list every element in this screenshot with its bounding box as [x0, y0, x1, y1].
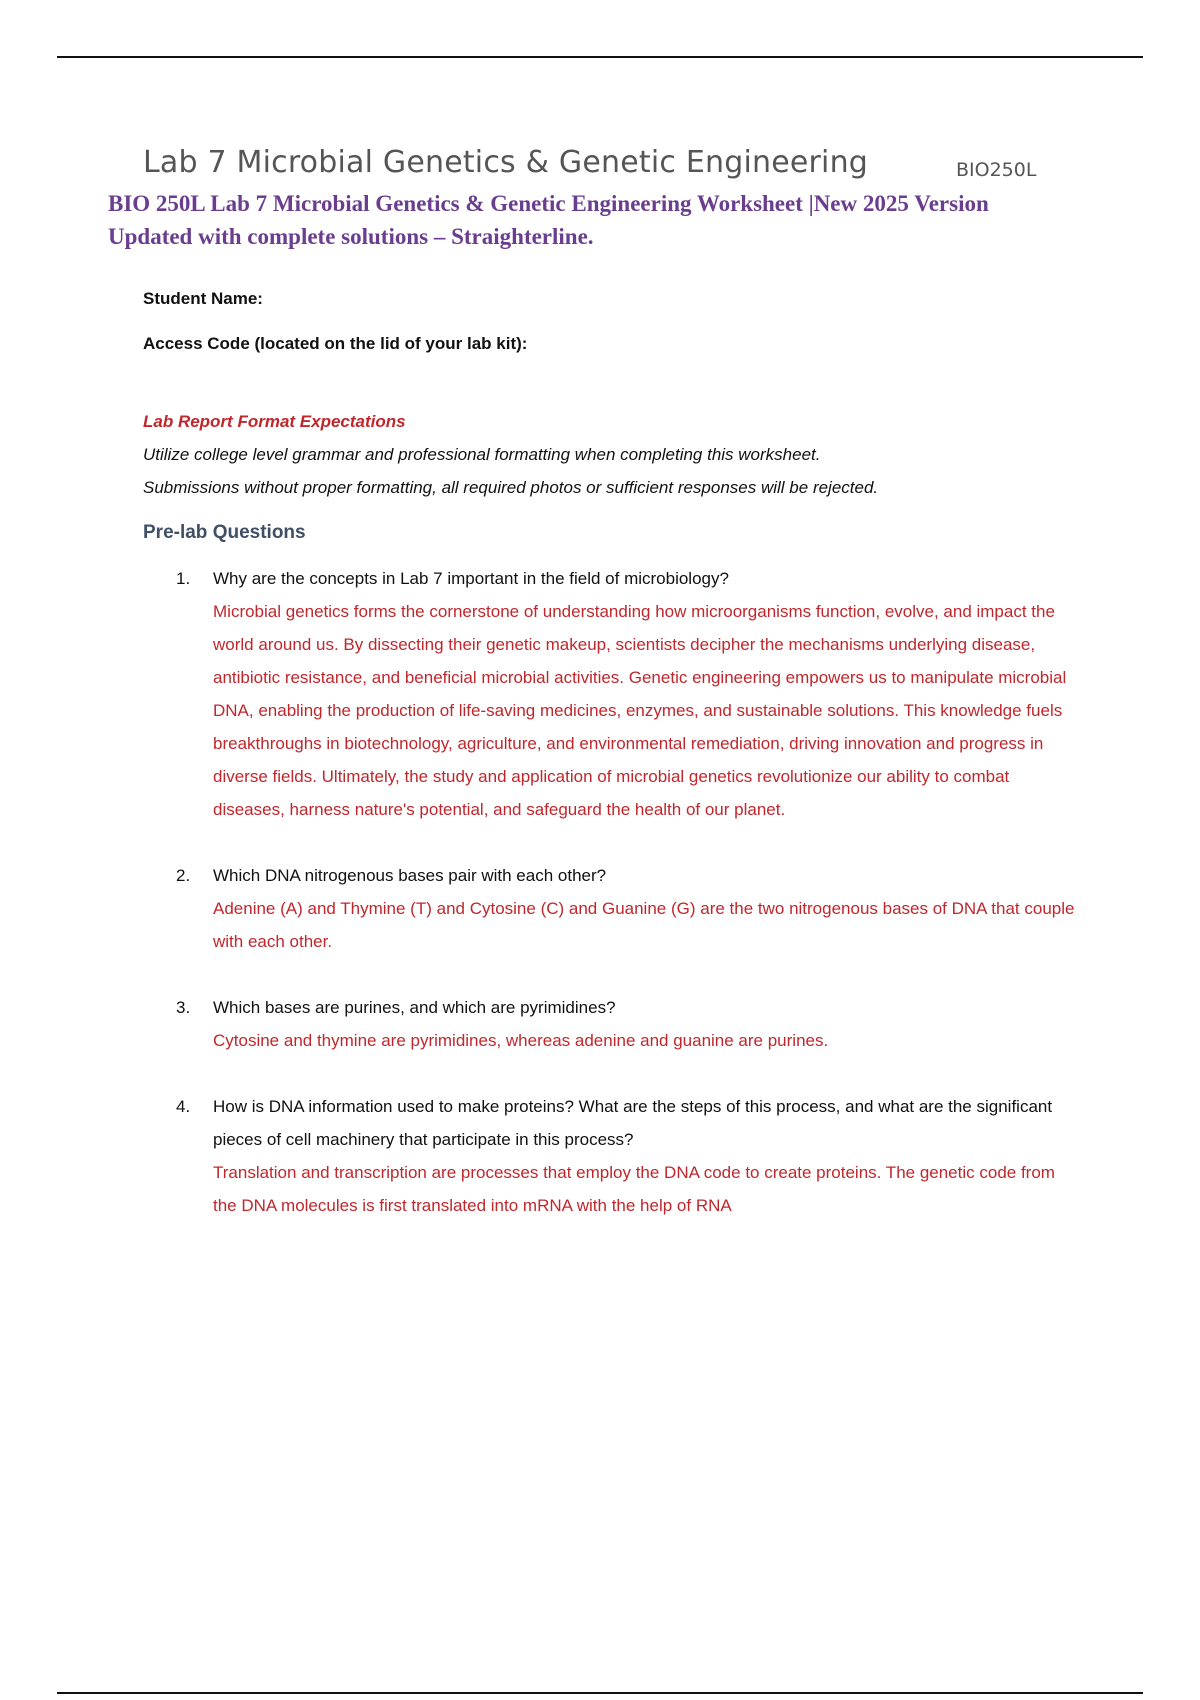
header-title: Lab 7 Microbial Genetics & Genetic Engineering — [143, 145, 869, 180]
answer-text: Adenine (A) and Thymine (T) and Cytosine (C) and Guanine (G) are the two nitrogenous bases of DNA that couple with each other. — [213, 899, 1075, 951]
course-code: BIO250L — [956, 159, 1037, 181]
format-expectations-heading: Lab Report Format Expectations — [143, 412, 406, 431]
question-text: How is DNA information used to make proteins? What are the steps of this process, and what are the significant pieces of cell machinery that participate in this process? — [213, 1097, 1053, 1149]
question-item — [176, 1090, 1076, 1222]
question-text: Why are the concepts in Lab 7 important in the field of microbiology? — [213, 569, 729, 588]
top-rule — [57, 56, 1143, 58]
prelab-heading: Pre-lab Questions — [143, 522, 306, 543]
question-text: Which DNA nitrogenous bases pair with each other? — [213, 866, 607, 885]
format-expectation-line: Submissions without proper formatting, all required photos or sufficient responses will be rejected. — [143, 478, 879, 497]
question-list — [176, 562, 1076, 1255]
question-number: 3. — [176, 998, 191, 1017]
question-text: Which bases are purines, and which are pyrimidines? — [213, 998, 616, 1017]
answer-text: Cytosine and thymine are pyrimidines, whereas adenine and guanine are purines. — [213, 1031, 829, 1050]
question-item — [176, 859, 1076, 958]
question-item — [176, 991, 1076, 1057]
answer-text: Microbial genetics forms the cornerstone of understanding how microorganisms function, evolve, and impact the world around us. By dissecting their genetic makeup, scientists decipher the mechanisms underlying disease, antibiotic resistance, and beneficial microbial activities. Genetic engineering empowers us to manipulate microbial DNA, enabling the production of life-saving medicines, enzymes, and sustainable solutions. This knowledge fuels breakthroughs in biotechnology, agriculture, and environmental remediation, driving innovation and progress in diverse fields. Ultimately, the study and application of microbial genetics revolutionize our ability to combat diseases, harness nature's potential, and safeguard the health of our planet. — [213, 602, 1067, 819]
answer-text: Translation and transcription are processes that employ the DNA code to create proteins. The genetic code from the DNA molecules is first translated into mRNA with the help of RNA — [213, 1163, 1055, 1215]
bottom-rule — [57, 1692, 1143, 1694]
question-number: 2. — [176, 866, 191, 885]
student-name-label: Student Name: — [143, 289, 263, 308]
question-number: 1. — [176, 569, 191, 588]
document-title: BIO 250L Lab 7 Microbial Genetics & Genetic Engineering Worksheet |New 2025 Version Updated with complete solutions – Straighterline. — [108, 191, 989, 249]
question-item — [176, 562, 1076, 826]
format-expectation-line: Utilize college level grammar and professional formatting when completing this worksheet. — [143, 445, 821, 464]
question-number: 4. — [176, 1097, 191, 1116]
access-code-label: Access Code (located on the lid of your lab kit): — [143, 334, 528, 353]
